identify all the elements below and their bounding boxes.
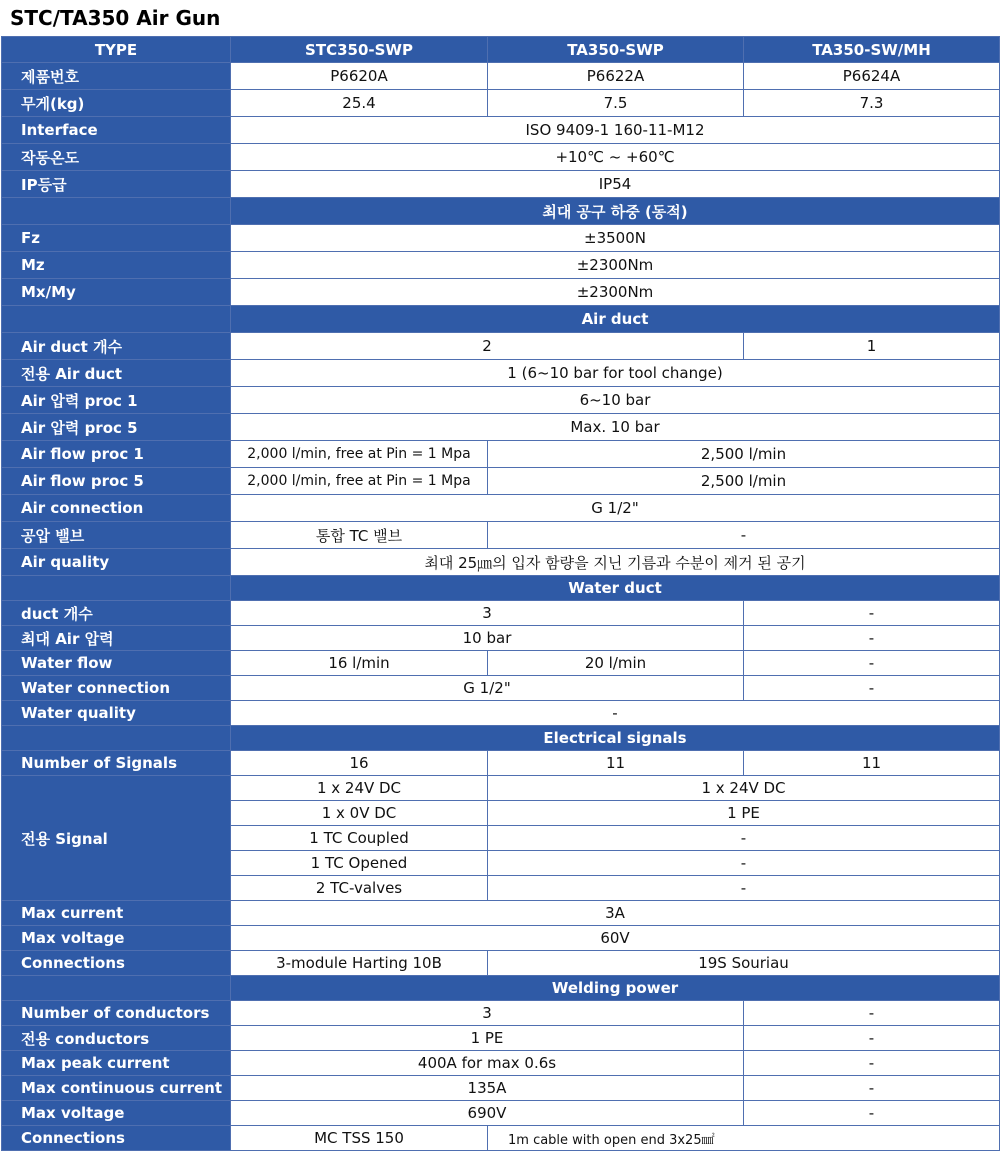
row-label: Water flow (2, 651, 231, 676)
cell: 1 x 24V DC (231, 776, 488, 801)
table-row (2, 549, 1000, 576)
row-label: Air 압력 proc 5 (2, 414, 231, 441)
cell: 400A for max 0.6s (231, 1051, 744, 1076)
row-label: Interface (2, 117, 231, 144)
header-type: TYPE (2, 37, 231, 63)
cell: 3-module Harting 10B (231, 951, 488, 976)
cell: ISO 9409-1 160-11-M12 (231, 117, 1000, 144)
row-label: 무게(kg) (2, 90, 231, 117)
row-label: duct 개수 (2, 601, 231, 626)
table-row (2, 90, 1000, 117)
cell: G 1/2" (231, 495, 1000, 522)
cell: 2,500 l/min (488, 468, 1000, 495)
row-label: Water quality (2, 701, 231, 726)
row-label: Max peak current (2, 1051, 231, 1076)
cell: 3 (231, 601, 744, 626)
row-label: Air connection (2, 495, 231, 522)
row-label: 공압 밸브 (2, 522, 231, 549)
cell: - (744, 1026, 1000, 1051)
cell: 7.5 (488, 90, 744, 117)
row-label: Air duct 개수 (2, 333, 231, 360)
cell: 1 PE (488, 801, 1000, 826)
row-label: 전용 Signal (2, 776, 231, 901)
cell: 1 (6~10 bar for tool change) (231, 360, 1000, 387)
cell: 16 l/min (231, 651, 488, 676)
table-row (2, 626, 1000, 651)
row-label: Water connection (2, 676, 231, 701)
cell: G 1/2" (231, 676, 744, 701)
row-label: 전용 conductors (2, 1026, 231, 1051)
row-label: Connections (2, 951, 231, 976)
row-label: Max voltage (2, 1101, 231, 1126)
row-label: Max continuous current (2, 1076, 231, 1101)
cell: 690V (231, 1101, 744, 1126)
spec-table (1, 36, 1000, 1151)
table-row (2, 414, 1000, 441)
header-col3: TA350-SW/MH (744, 37, 1000, 63)
section-blank (2, 726, 231, 751)
header-row (2, 37, 1000, 63)
cell: 10 bar (231, 626, 744, 651)
section-row (2, 976, 1000, 1001)
cell: 2,000 l/min, free at Pin = 1 Mpa (231, 468, 488, 495)
row-label: Max current (2, 901, 231, 926)
cell: 2 TC-valves (231, 876, 488, 901)
table-row (2, 1026, 1000, 1051)
cell: 25.4 (231, 90, 488, 117)
cell: IP54 (231, 171, 1000, 198)
cell: - (744, 676, 1000, 701)
table-row (2, 701, 1000, 726)
cell: 11 (488, 751, 744, 776)
table-row (2, 225, 1000, 252)
cell: 2 (231, 333, 744, 360)
row-label: Mz (2, 252, 231, 279)
table-row (2, 522, 1000, 549)
section-title-weld: Welding power (231, 976, 1000, 1001)
table-row (2, 601, 1000, 626)
cell: - (488, 522, 1000, 549)
cell: 1 TC Coupled (231, 826, 488, 851)
cell: 135A (231, 1076, 744, 1101)
cell: 7.3 (744, 90, 1000, 117)
table-row (2, 63, 1000, 90)
table-row (2, 171, 1000, 198)
cell: 19S Souriau (488, 951, 1000, 976)
row-label: 제품번호 (2, 63, 231, 90)
table-row (2, 252, 1000, 279)
cell: 20 l/min (488, 651, 744, 676)
table-row (2, 117, 1000, 144)
cell: - (488, 851, 1000, 876)
section-blank (2, 306, 231, 333)
cell: 1 (744, 333, 1000, 360)
table-row (2, 951, 1000, 976)
cell: 16 (231, 751, 488, 776)
cell: P6622A (488, 63, 744, 90)
row-label: Air flow proc 5 (2, 468, 231, 495)
cell: 1 PE (231, 1026, 744, 1051)
row-label: Fz (2, 225, 231, 252)
header-col1: STC350-SWP (231, 37, 488, 63)
cell: ±3500N (231, 225, 1000, 252)
cell: 11 (744, 751, 1000, 776)
cell: 6~10 bar (231, 387, 1000, 414)
cell: 2,500 l/min (488, 441, 1000, 468)
cell: 통합 TC 밸브 (231, 522, 488, 549)
table-row (2, 776, 1000, 801)
cell: Max. 10 bar (231, 414, 1000, 441)
cell: - (744, 626, 1000, 651)
row-label: 작동온도 (2, 144, 231, 171)
table-row (2, 651, 1000, 676)
cell: - (744, 1051, 1000, 1076)
table-row (2, 333, 1000, 360)
table-row (2, 1076, 1000, 1101)
table-row (2, 495, 1000, 522)
table-row (2, 1101, 1000, 1126)
cell: P6620A (231, 63, 488, 90)
cell: - (744, 651, 1000, 676)
section-row (2, 306, 1000, 333)
row-label: Air quality (2, 549, 231, 576)
cell: - (744, 601, 1000, 626)
cell: - (744, 1001, 1000, 1026)
table-row (2, 751, 1000, 776)
table-row (2, 441, 1000, 468)
table-row (2, 1126, 1000, 1151)
section-blank (2, 976, 231, 1001)
row-label: Number of conductors (2, 1001, 231, 1026)
section-row (2, 726, 1000, 751)
section-blank (2, 198, 231, 225)
cell: - (488, 876, 1000, 901)
cell: +10℃ ~ +60℃ (231, 144, 1000, 171)
row-label: Air flow proc 1 (2, 441, 231, 468)
section-title-water: Water duct (231, 576, 1000, 601)
row-label: Max voltage (2, 926, 231, 951)
row-label: Air 압력 proc 1 (2, 387, 231, 414)
cell: 최대 25㎛의 입자 함량을 지닌 기름과 수분이 제거 된 공기 (231, 549, 1000, 576)
cell: - (744, 1076, 1000, 1101)
cell: - (231, 701, 1000, 726)
table-row (2, 926, 1000, 951)
table-row (2, 387, 1000, 414)
row-label: Number of Signals (2, 751, 231, 776)
section-row (2, 198, 1000, 225)
section-blank (2, 576, 231, 601)
table-row (2, 360, 1000, 387)
row-label: Connections (2, 1126, 231, 1151)
cell: 1 x 0V DC (231, 801, 488, 826)
table-row (2, 901, 1000, 926)
table-row (2, 144, 1000, 171)
cell: 2,000 l/min, free at Pin = 1 Mpa (231, 441, 488, 468)
cell: - (744, 1101, 1000, 1126)
cell: P6624A (744, 63, 1000, 90)
section-title-air: Air duct (231, 306, 1000, 333)
section-title-load: 최대 공구 하중 (동적) (231, 198, 1000, 225)
cell: 60V (231, 926, 1000, 951)
section-row (2, 576, 1000, 601)
row-label: 최대 Air 압력 (2, 626, 231, 651)
table-row (2, 676, 1000, 701)
section-title-elec: Electrical signals (231, 726, 1000, 751)
table-row (2, 1051, 1000, 1076)
cell: 1 TC Opened (231, 851, 488, 876)
row-label: 전용 Air duct (2, 360, 231, 387)
row-label: Mx/My (2, 279, 231, 306)
page-title: STC/TA350 Air Gun (10, 6, 221, 30)
cell: MC TSS 150 (231, 1126, 488, 1151)
cell: 3 (231, 1001, 744, 1026)
header-col2: TA350-SWP (488, 37, 744, 63)
cell: ±2300Nm (231, 279, 1000, 306)
cell: 3A (231, 901, 1000, 926)
cell: ±2300Nm (231, 252, 1000, 279)
cell: - (488, 826, 1000, 851)
table-row (2, 279, 1000, 306)
table-row (2, 1001, 1000, 1026)
cell: 1m cable with open end 3x25㎟ (488, 1126, 1000, 1151)
table-row (2, 468, 1000, 495)
cell: 1 x 24V DC (488, 776, 1000, 801)
row-label: IP등급 (2, 171, 231, 198)
